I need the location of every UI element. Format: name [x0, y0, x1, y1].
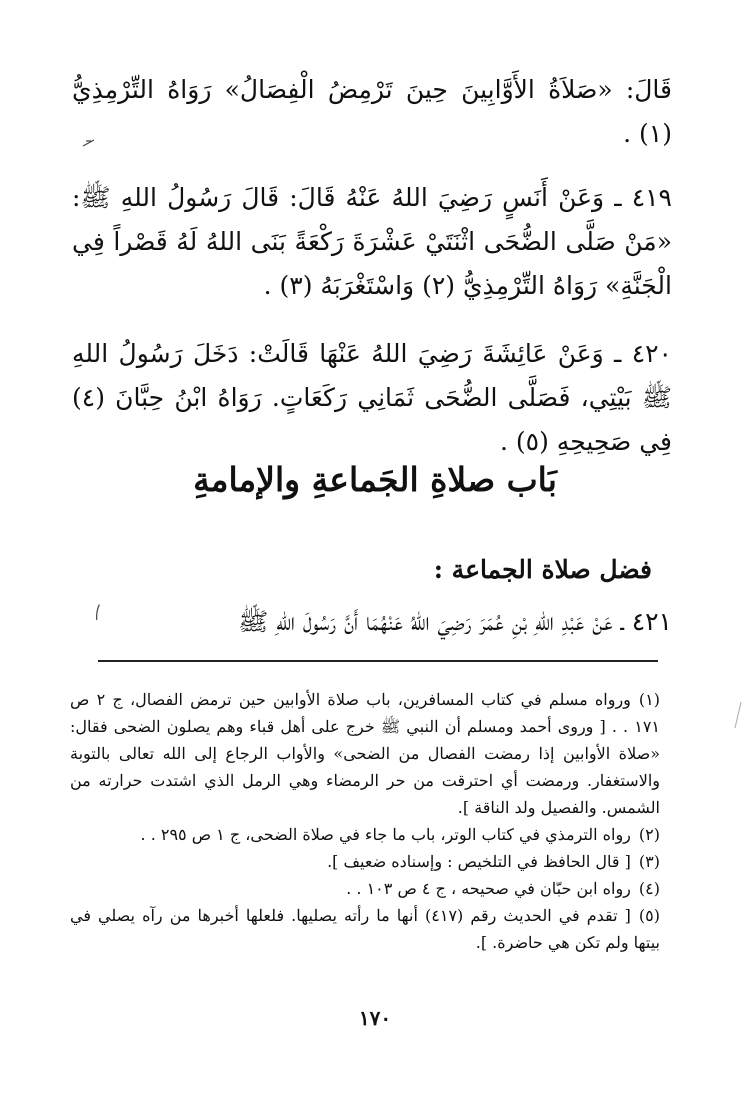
main-text: [72, 68, 672, 488]
footnote-number: (٢): [638, 825, 660, 844]
footnotes: [70, 686, 660, 956]
footnote-text: رواه ابن حبّان في صحيحه ، ج ٤ ص ١٠٣ . .: [346, 879, 631, 898]
margin-pen-mark: [733, 700, 743, 734]
footnote-text: ورواه مسلم في كتاب المسافرين، باب صلاة الأوابين حين ترمض الفصال، ج ٢ ص ١٧١ . . [ وروى أحمد ومسلم أن النبي ﷺ خرج على أهل قباء وهم يصلون الضحى فقال: «صلاة الأوابين إذا رمضت الفصال من الضحى» والأواب الرجاع إلى الله تعالى بالتوبة والاستغفار. ورمضت أي احترقت من حر الرمضاء وهي الرمل الذي اشتدت حرارته من الشمس. والفصيل ولد الناقة ].: [70, 690, 660, 817]
footnote-text: [ قال الحافظ في التلخيص : وإسناده ضعيف ].: [327, 852, 631, 871]
footnote-number: (٣): [638, 852, 660, 871]
footnote-1: [70, 686, 660, 821]
hadith-421: ٤٢١ ـ عَنْ عَبْدِ اللهِ بْنِ عُمَرَ رَضِيَ اللهُ عَنْهُمَا أَنَّ رَسُولَ اللهِ ﷺ: [238, 607, 672, 636]
margin-pen-mark: [82, 136, 96, 152]
footnote-5: [70, 902, 660, 956]
footnote-4: [70, 875, 660, 902]
footnote-number: (١): [638, 690, 660, 709]
hadith-419: ٤١٩ ـ وَعَنْ أَنَسٍ رَضِيَ اللهُ عَنْهُ قَالَ: قَالَ رَسُولُ اللهِ ﷺ: «مَنْ صَلَّى الضُّحَى اثْنَتَيْ عَشْرَةَ رَكْعَةً بَنَى اللهُ لَهُ قَصْراً فِي الْجَنَّةِ» رَوَاهُ التِّرْمِذِيُّ (٢) وَاسْتَغْرَبَهُ (٣) .: [72, 183, 672, 300]
chapter-title: بَاب صلاةِ الجَماعةِ والإمامةِ: [193, 460, 557, 499]
footnote-number: (٥): [638, 906, 661, 925]
hadith-420: ٤٢٠ ـ وَعَنْ عَائِشَةَ رَضِيَ اللهُ عَنْهَا قَالَتْ: دَخَلَ رَسُولُ اللهِ ﷺ بَيْتِي، فَصَلَّى الضُّحَى ثَمَانِي رَكَعَاتٍ. رَوَاهُ ابْنُ حِبَّانَ (٤) فِي صَحِيحِهِ (٥) .: [72, 339, 672, 456]
footnote-2: [70, 821, 660, 848]
pen-stroke-icon: [82, 138, 96, 148]
section-title: فضل صلاة الجماعة :: [433, 555, 652, 584]
footnote-divider: [98, 660, 658, 662]
pen-stroke-icon: [733, 700, 743, 730]
page-number: ١٧٠: [358, 1006, 392, 1030]
hadith-418-ending: قَالَ: «صَلاَةُ الأَوَّابِينَ حِينَ تَرْمِضُ الْفِصَالُ» رَوَاهُ التِّرْمِذِيُّ (١) .: [72, 75, 672, 148]
footnote-3: [70, 848, 660, 875]
footnote-number: (٤): [638, 879, 660, 898]
footnote-text: رواه الترمذي في كتاب الوتر، باب ما جاء في صلاة الضحى، ج ١ ص ٢٩٥ . .: [140, 825, 631, 844]
footnote-text: [ تقدم في الحديث رقم (٤١٧) أنها ما رأته يصليها. فلعلها أخبرها من رآه يصلي في بيتها ولم تكن هي حاضرة. ].: [70, 906, 660, 952]
